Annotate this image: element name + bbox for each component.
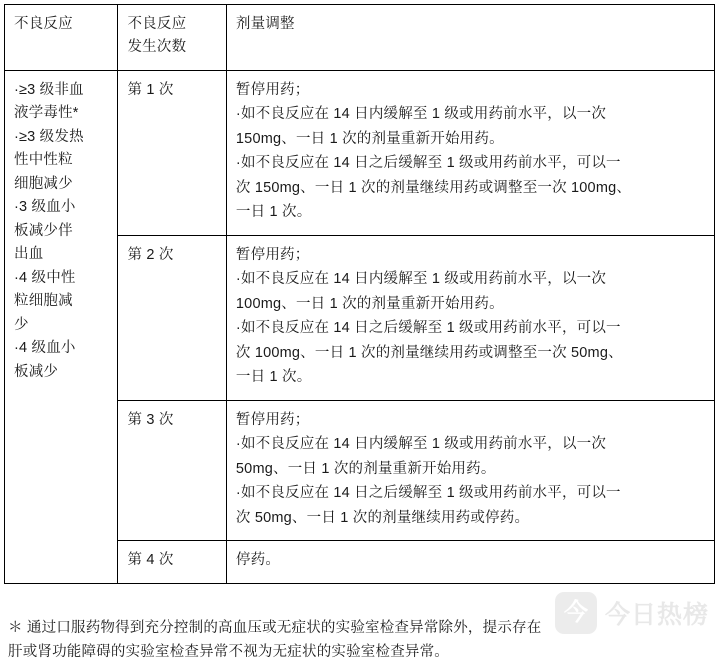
adverse-reaction-line: 性中性粒	[14, 152, 73, 169]
adjustment-line: 150mg、一日 1 次的剂量重新开始用药。	[235, 130, 504, 147]
adjustment-line: 暂停用药；	[235, 411, 310, 428]
adverse-reaction-line: ·≥3 级发热	[14, 128, 84, 145]
adjustment-line: ·如不良反应在 14 日内缓解至 1 级或用药前水平，以一次	[235, 106, 607, 123]
header-occurrence-count	[118, 5, 226, 71]
adverse-reaction-line: ·≥3 级非血	[14, 81, 84, 98]
adjustment-line: ·如不良反应在 14 日之后缓解至 1 级或用药前水平，可以一	[235, 485, 621, 502]
adjustment-line: 暂停用药；	[235, 246, 310, 263]
adverse-reaction-line: ·4 级中性	[14, 269, 76, 286]
cell-occurrence-3: 第 3 次	[118, 400, 226, 540]
adjustment-line: 一日 1 次。	[235, 369, 312, 386]
cell-occurrence-1: 第 1 次	[118, 70, 226, 235]
cell-adjustment-2	[226, 235, 714, 400]
adverse-reaction-line: ·4 级血小	[14, 340, 76, 357]
adverse-reaction-line: 板减少	[14, 363, 59, 380]
cell-occurrence-4: 第 4 次	[118, 541, 226, 583]
cell-occurrence-2: 第 2 次	[118, 235, 226, 400]
cell-adjustment-4	[226, 541, 714, 583]
adjustment-line: ·如不良反应在 14 日之后缓解至 1 级或用药前水平，可以一	[235, 155, 621, 172]
footnote-line-2: 肝或肾功能障碍的实验室检查异常不视为无症状的实验室检查异常。	[8, 644, 449, 661]
adverse-reaction-line: 出血	[14, 246, 44, 263]
header-occurrence-line-2: 发生次数	[127, 39, 187, 56]
adverse-reaction-line: ·3 级血小	[14, 199, 76, 216]
header-dose-adjustment	[226, 5, 714, 71]
document-page	[0, 4, 719, 670]
adjustment-line: 次 50mg、一日 1 次的剂量继续用药或停药。	[235, 509, 530, 526]
header-occurrence-line-1: 不良反应	[127, 16, 187, 32]
adverse-reaction-line: 粒细胞减	[14, 293, 73, 310]
dose-adjustment-table	[4, 4, 715, 584]
adjustment-line: 次 150mg、一日 1 次的剂量继续用药或调整至一次 100mg、	[235, 179, 632, 196]
adverse-reaction-line: 细胞减少	[14, 175, 73, 192]
adjustment-line: 暂停用药；	[235, 81, 310, 98]
adverse-reaction-line: 少	[14, 316, 29, 333]
adjustment-line: ·如不良反应在 14 日之后缓解至 1 级或用药前水平，可以一	[235, 320, 621, 337]
adjustment-line: 100mg、一日 1 次的剂量重新开始用药。	[235, 295, 504, 312]
table-header-row	[5, 5, 715, 71]
table-row	[5, 70, 715, 235]
header-adverse-reaction-line-1: 不良反应	[14, 16, 73, 32]
cell-adjustment-1	[226, 70, 714, 235]
watermark-text: 今日热榜	[604, 601, 709, 629]
adjustment-line: ·如不良反应在 14 日内缓解至 1 级或用药前水平，以一次	[235, 271, 607, 288]
watermark-logo-icon: 今	[555, 592, 597, 634]
cell-adjustment-3	[226, 400, 714, 540]
adjustment-line: ·如不良反应在 14 日内缓解至 1 级或用药前水平，以一次	[235, 436, 607, 453]
adjustment-line: 停药。	[235, 552, 281, 569]
header-adverse-reaction	[5, 5, 118, 71]
header-dose-adjustment-line-1: 剂量调整	[235, 16, 295, 32]
cell-adverse-reaction-list	[5, 70, 118, 583]
adjustment-line: 次 100mg、一日 1 次的剂量继续用药或调整至一次 50mg、	[235, 344, 623, 361]
adverse-reaction-line: 板减少伴	[14, 222, 73, 239]
adverse-reaction-line: 液学毒性*	[14, 105, 79, 122]
adjustment-line: 50mg、一日 1 次的剂量重新开始用药。	[235, 460, 496, 477]
footnote-line-1: ＊ 通过口服药物得到充分控制的高血压或无症状的实验室检查异常除外，提示存在	[8, 620, 542, 636]
adjustment-line: 一日 1 次。	[235, 204, 312, 221]
footnote	[8, 616, 713, 665]
